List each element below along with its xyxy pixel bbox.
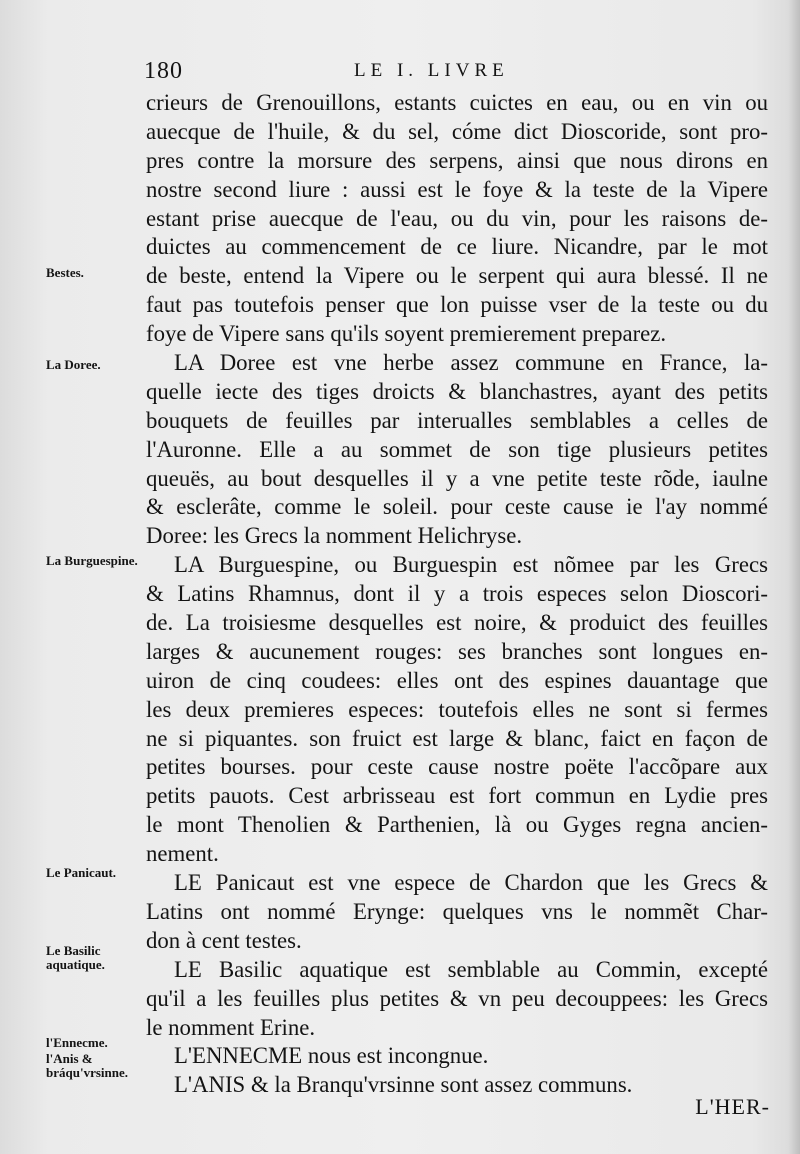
text-line: don à cent testes.	[146, 927, 302, 953]
text-line: & Latins Rhamnus, dont il y a trois especes selon Dioscori-	[146, 581, 768, 607]
text-line: le nomment Erine.	[146, 1014, 316, 1040]
text-line: petits pauots. Cest arbrisseau est fort commun en Lydie pres	[146, 783, 768, 809]
text-line: ne si piquantes. son fruict est large & blanc, faict en façon de	[146, 725, 768, 751]
text-line: foye de Vipere sans qu'ils soyent premierement preparez.	[146, 321, 667, 347]
text-line: larges & aucunement rouges: ses branches sont longues en-	[146, 638, 768, 664]
page-edge-shadow	[788, 0, 800, 1154]
text-line: bouquets de feuilles par interualles semblables a celles de	[146, 407, 768, 433]
main-text-block	[146, 89, 768, 1100]
text-line: duictes au commencement de ce liure. Nicandre, par le mot	[146, 234, 768, 260]
text-line: nement.	[146, 841, 219, 867]
text-line: le mont Thenolien & Parthenien, là ou Gyges regna ancien-	[146, 812, 768, 838]
text-line: estant prise auecque de l'eau, ou du vin, pour les raisons de-	[146, 205, 768, 231]
marginal-note-panicaut: Le Panicaut.	[46, 865, 117, 880]
paragraph-start-burguespine: LA Burguespine, ou Burguespin est nõmee par les Grecs	[174, 552, 768, 578]
text-line: les deux premieres especes: toutefois elles ne sont si fermes	[146, 696, 768, 722]
text-line: queuës, au bout desquelles il y a vne petite teste rõde, iaulne	[146, 465, 768, 491]
text-line: l'Auronne. Elle a au sommet de son tige plusieurs petites	[146, 436, 768, 462]
marginal-note-basilic: Le Basilic aquatique.	[46, 943, 105, 972]
catchword: L'HER-	[695, 1094, 770, 1119]
text-line: qu'il a les feuilles plus petites & vn peu decouppees: les Grecs	[146, 985, 768, 1011]
text-line: de. La troisiesme desquelles est noire, & produict des feuilles	[146, 610, 768, 636]
text-line: Doree: les Grecs la nomment Helichryse.	[146, 523, 523, 549]
text-line: quelle iecte des tiges droicts & blanchastres, ayant des petits	[146, 378, 768, 404]
text-line: crieurs de Grenouillons, estants cuictes en eau, ou en vin ou	[146, 90, 768, 115]
marginal-note-burguespine: La Burguespine.	[46, 553, 138, 568]
marginal-note-bestes: Bestes.	[46, 265, 84, 280]
text-line: de beste, entend la Vipere ou le serpent qui aura blessé. Il ne	[146, 263, 768, 289]
text-line: nostre second liure : aussi est le foye & la teste de la Vipere	[146, 176, 768, 202]
text-line: auecque de l'huile, & du sel, cóme dict Dioscoride, sont pro-	[146, 118, 768, 144]
page-number: 180	[144, 58, 183, 84]
marginal-note-anis: l'Anis & bráqu'vrsinne.	[46, 1051, 128, 1080]
text-line: uiron de cinq coudees: elles ont des espines dauantage que	[146, 667, 768, 693]
paragraph-anis: L'ANIS & la Branqu'vrsinne sont assez communs.	[174, 1072, 633, 1098]
page-header	[144, 58, 764, 88]
paragraph-start-basilic: LE Basilic aquatique est semblable au Commin, excepté	[174, 956, 768, 982]
paragraph-start-doree: LA Doree est vne herbe assez commune en France, la-	[174, 350, 768, 376]
text-line: faut pas toutefois penser que lon puisse vser de la teste ou du	[146, 292, 768, 318]
paragraph-ennecme: L'ENNECME nous est incongnue.	[174, 1043, 489, 1069]
text-line: & esclerâte, comme le soleil. pour ceste cause ie l'ay nommé	[146, 494, 768, 520]
text-line: petites bourses. pour ceste cause nostre poëte l'accõpare aux	[146, 754, 768, 780]
paragraph-start-panicaut: LE Panicaut est vne espece de Chardon que les Grecs &	[174, 870, 768, 896]
text-line: Latins ont nommé Erynge: quelques vns le nommẽt Char-	[146, 898, 768, 924]
marginal-note-doree: La Doree.	[46, 357, 101, 372]
text-line: pres contre la morsure des serpens, ainsi que nous dirons en	[146, 147, 768, 173]
running-head: LE I. LIVRE	[354, 60, 509, 81]
marginal-note-ennecme: l'Ennecme.	[46, 1035, 108, 1050]
